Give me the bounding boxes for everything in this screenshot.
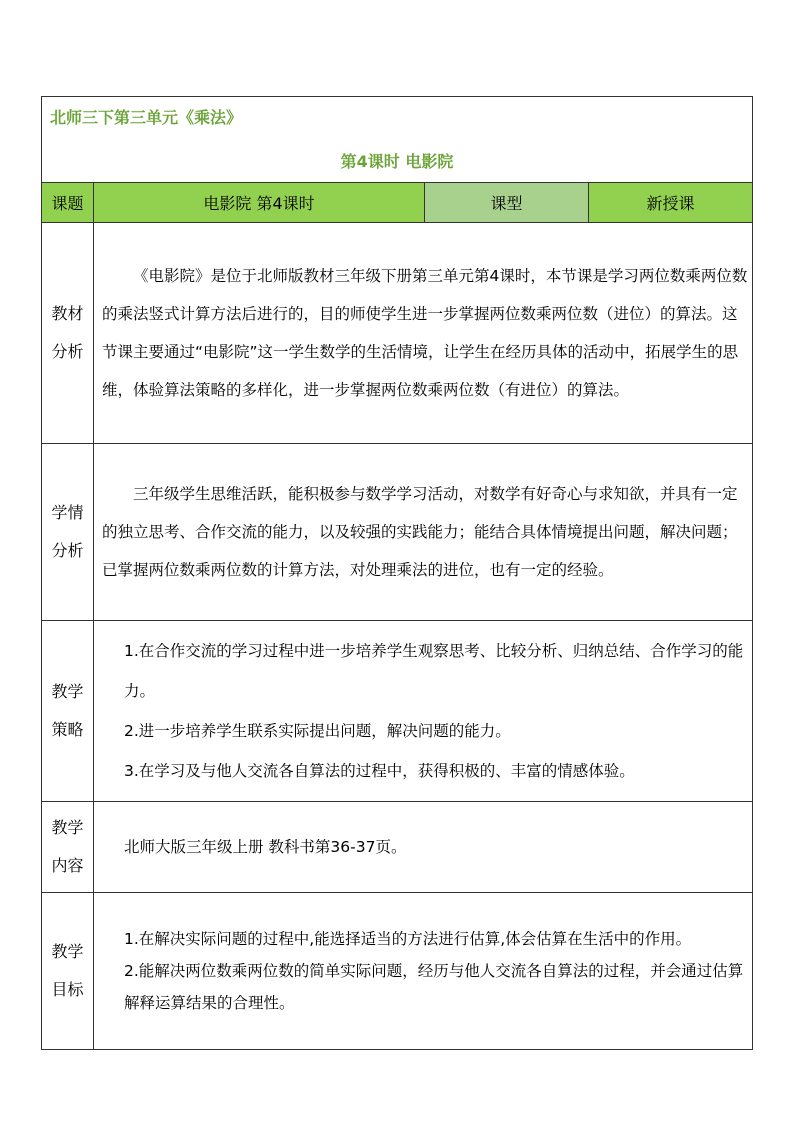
strategy-item: 1.在合作交流的学习过程中进一步培养学生观察思考、比较分析、归纳总结、合作学习的能力。 [124,641,744,700]
goal-item: 2.能解决两位数乘两位数的简单实际问题，经历与他人交流各自算法的过程，并会通过估算解释运算结果的合理性。 [124,961,744,1012]
textbook-analysis-label: 教材 分析 [42,223,94,444]
textbook-analysis-text: 《电影院》是位于北师版教材三年级下册第三单元第4课时，本节课是学习两位数乘两位数的乘法竖式计算方法后进行的，目的师使学生进一步掌握两位数乘两位数（进位）的算法。这节课主要通过“电影院”这一学生数学的生活情境，让学生在经历具体的活动中，拓展学生的思维，体验算法策略的多样化，进一步掌握两位数乘两位数（有进位）的算法。 [94,223,753,444]
strategy-item: 3.在学习及与他人交流各自算法的过程中，获得积极的、丰富的情感体验。 [124,761,635,780]
teaching-strategy-row [42,621,753,802]
textbook-analysis-row [42,223,753,444]
teaching-goals-row [42,893,753,1050]
teaching-strategy-list [94,621,753,802]
goal-item: 1.在解决实际问题的过程中,能选择适当的方法进行估算,体会估算在生活中的作用。 [124,929,692,948]
topic-label: 课题 [42,183,94,223]
info-row [42,183,753,223]
teaching-strategy-label: 教学 策略 [42,621,94,802]
strategy-item: 2.进一步培养学生联系实际提出问题，解决问题的能力。 [124,721,511,740]
type-value: 新授课 [589,183,753,223]
teaching-content-label: 教学 内容 [42,802,94,893]
teaching-content-text: 北师大版三年级上册 教科书第36-37页。 [94,802,753,893]
header-cell [42,97,753,183]
teaching-content-row [42,802,753,893]
teaching-goals-list [94,893,753,1050]
student-analysis-label: 学情 分析 [42,444,94,621]
teaching-goals-label: 教学 目标 [42,893,94,1050]
type-label: 课型 [425,183,589,223]
lesson-title: 第4课时 电影院 [340,152,454,171]
series-title: 北师三下第三单元《乘法》 [50,108,243,127]
lesson-plan-table [41,96,753,1050]
topic-value: 电影院 第4课时 [94,183,425,223]
student-analysis-row [42,444,753,621]
student-analysis-text: 三年级学生思维活跃，能积极参与数学学习活动，对数学有好奇心与求知欲，并具有一定的独立思考、合作交流的能力，以及较强的实践能力；能结合具体情境提出问题，解决问题；已掌握两位数乘两位数的计算方法，对处理乘法的进位，也有一定的经验。 [94,444,753,621]
